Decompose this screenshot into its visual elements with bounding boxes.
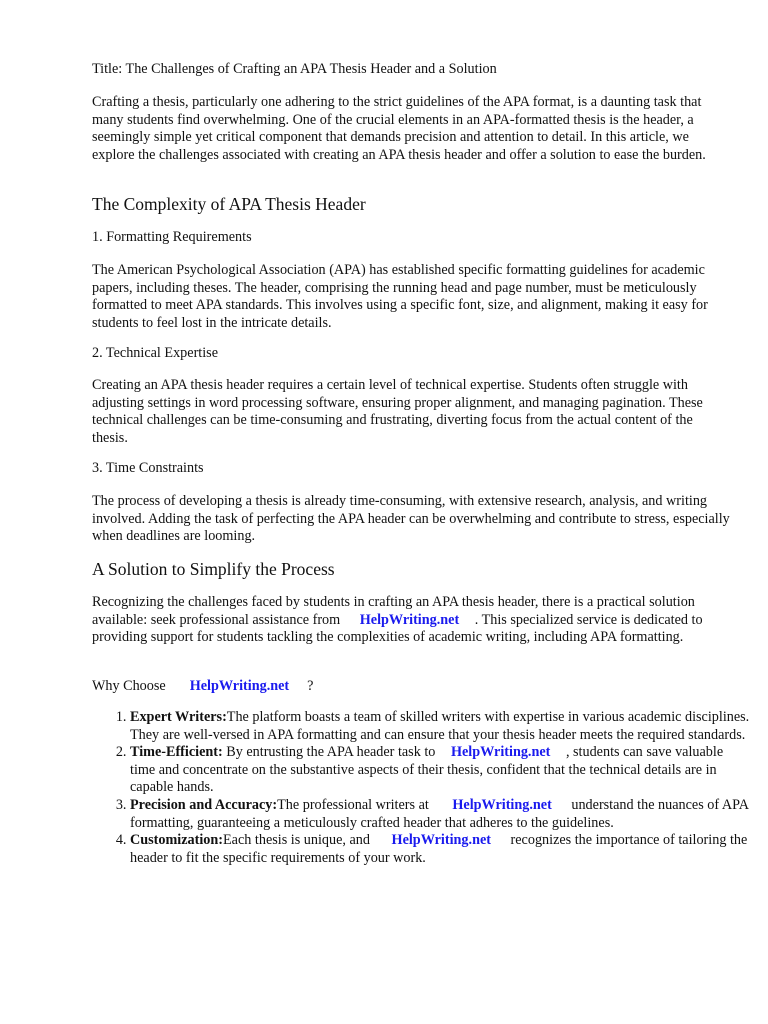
list-item-text-after: understand the nuances of APA formatting, guaranteeing a meticulously crafted header that adheres to the guidelines. [130, 796, 749, 831]
solution-text-after: . This specialized service is dedicated to providing support for students tackling the complexities of academic writing, including APA formatting. [92, 611, 703, 646]
list-item-link[interactable]: HelpWriting.net [391, 832, 491, 849]
section-heading-complexity: The Complexity of APA Thesis Header [92, 194, 366, 214]
document-title: Title: The Challenges of Crafting an APA Thesis Header and a Solution [92, 61, 497, 77]
list-item-link[interactable]: HelpWriting.net [450, 744, 551, 761]
list-item-text: Each thesis is unique, and [223, 832, 370, 849]
paragraph-technical: Creating an APA thesis header requires a certain level of technical expertise. Students often struggle with adjusting settings in word processing software, ensuring proper alignment, and managing pagination. These technical challenges can be time-consuming and frustrating, diverting focus from the actual content of the thesis. [92, 377, 703, 446]
intro-paragraph: Crafting a thesis, particularly one adhering to the strict guidelines of the APA format, is a daunting task that many students find overwhelming. One of the crucial elements in an APA-formatted thesis is the header, a seemingly simple yet critical component that demands precision and attention to detail. In this article, we explore the challenges associated with creating an APA thesis header and offer a solution to ease the burden. [92, 94, 706, 163]
paragraph-formatting: The American Psychological Association (APA) has established specific formatting guidelines for academic papers, including theses. The header, comprising the running head and page number, must be meticulously formatted to meet APA standards. This involves using a specific font, size, and alignment, making it easy for students to feel lost in the intricate details. [92, 262, 708, 331]
paragraph-solution [92, 594, 732, 647]
why-choose-suffix: ? [307, 678, 314, 694]
solution-text-before: Recognizing the challenges faced by students in crafting an APA thesis header, there is a practical solution available: seek professional assistance from [92, 594, 695, 628]
list-item-text: The platform boasts a team of skilled writers with expertise in various academic disciplines. They are well-versed in APA formatting and can ensure that your thesis header meets the required standards. [130, 709, 750, 743]
subheading-time: 3. Time Constraints [92, 460, 204, 476]
list-item [130, 797, 750, 832]
list-item-text-after: recognizes the importance of tailoring the header to fit the specific requirements of your work. [130, 832, 748, 866]
section-heading-solution: A Solution to Simplify the Process [92, 559, 335, 579]
why-choose-link[interactable]: HelpWriting.net [189, 678, 290, 694]
list-item-text-after: , students can save valuable time and concentrate on the substantive aspects of their thesis, confident that the technical details are in capable hands. [130, 744, 724, 796]
why-choose-prefix: Why Choose [92, 678, 166, 694]
paragraph-time: The process of developing a thesis is already time-consuming, with extensive research, analysis, and writing involved. Adding the task of perfecting the APA header can be overwhelming and contribute to stress, especially when deadlines are looming. [92, 493, 730, 545]
list-item-text: The professional writers at [277, 796, 429, 813]
subheading-formatting: 1. Formatting Requirements [92, 229, 252, 245]
list-item-lead: Customization: [130, 832, 224, 849]
list-item [130, 709, 750, 744]
list-item [130, 832, 750, 867]
list-item-lead: Expert Writers: [130, 709, 227, 725]
list-item-lead: Precision and Accuracy: [130, 796, 278, 813]
subheading-technical: 2. Technical Expertise [92, 345, 218, 361]
why-choose-heading [92, 678, 732, 696]
list-item-text: By entrusting the APA header task to [226, 744, 436, 761]
list-item-link[interactable]: HelpWriting.net [452, 796, 552, 813]
reasons-list [92, 709, 750, 867]
list-item-lead: Time-Efficient: [130, 744, 223, 761]
list-item [130, 744, 750, 797]
helpwriting-link[interactable]: HelpWriting.net [359, 611, 460, 628]
